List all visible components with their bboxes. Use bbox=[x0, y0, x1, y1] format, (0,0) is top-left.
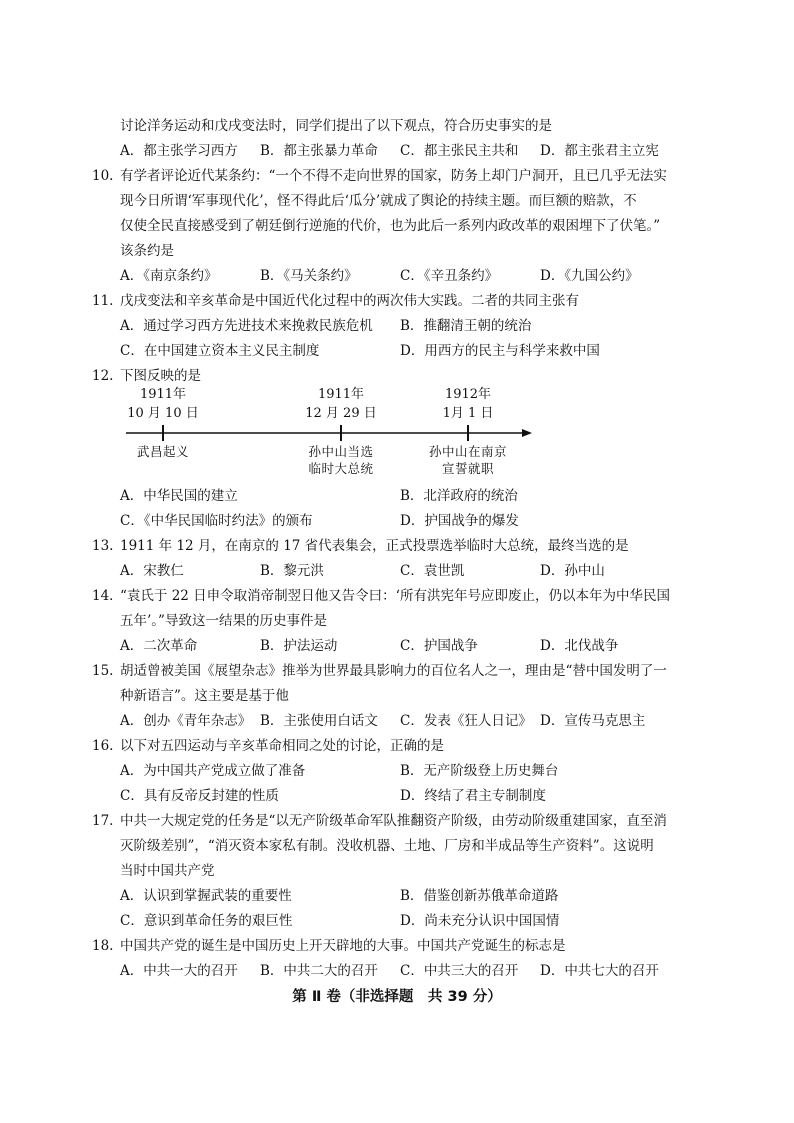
q11-option-b: B．推翻清王朝的统治 bbox=[400, 318, 532, 334]
question-13-stem: 1911 年 12 月，在南京的 17 省代表集会，正式投票选举临时大总统，最终当选的是 bbox=[120, 538, 629, 554]
q10-option-b: B．《马关条约》 bbox=[260, 268, 358, 284]
q12-option-b: B．北洋政府的统治 bbox=[400, 488, 518, 504]
q15-option-a: A．创办《青年杂志》 bbox=[120, 713, 252, 729]
timeline-date-3: 1月 1 日 bbox=[442, 406, 494, 421]
q12-option-a: A．中华民国的建立 bbox=[120, 488, 238, 504]
timeline-arrow bbox=[522, 429, 532, 437]
q11-option-a: A．通过学习西方先进技术来挽救民族危机 bbox=[120, 318, 373, 334]
question-16-number: 16. bbox=[92, 738, 114, 754]
q17-option-b: B．借鉴创新苏俄革命道路 bbox=[400, 888, 559, 904]
timeline-event-3: 孙中山在南京 bbox=[428, 444, 507, 459]
question-12-number: 12. bbox=[92, 368, 114, 384]
q18-option-c: C．中共三大的召开 bbox=[400, 963, 519, 979]
q18-option-a: A．中共一大的召开 bbox=[120, 963, 238, 979]
q12-option-d: D．护国战争的爆发 bbox=[400, 513, 519, 529]
q13-option-d: D．孙中山 bbox=[540, 563, 605, 579]
question-14-number: 14． bbox=[92, 588, 123, 604]
timeline-event-1: 武昌起义 bbox=[136, 444, 189, 459]
question-15-number: 15. bbox=[92, 663, 114, 679]
timeline-year-2: 1911年 bbox=[317, 387, 365, 402]
question-10-line: 有学者评论近代某条约：“一个不得不走向世界的国家，防务上却门户洞开，且已几乎无法实 bbox=[120, 168, 667, 184]
q16-option-c: C．具有反帝反封建的性质 bbox=[120, 788, 279, 804]
q17-option-c: C．意识到革命任务的艰巨性 bbox=[120, 913, 293, 929]
question-17-line: 灭阶级差别”，“消灭资本家私有制。没收机器、土地、厂房和半成品等生产资料”。这说明 bbox=[120, 838, 654, 854]
question-15-line: 种新语言”。这主要是基于他 bbox=[120, 688, 289, 704]
timeline-event-3: 宣誓就职 bbox=[441, 461, 494, 476]
question-10-line: 仅使全民直接感受到了朝廷倒行逆施的代价，也为此后一系列内政改革的艰困埋下了伏笔。” bbox=[120, 218, 661, 234]
timeline-date-1: 10 月 10 日 bbox=[127, 406, 199, 421]
question-11-stem: 戊戌变法和辛亥革命是中国近代化过程中的两次伟大实践。二者的共同主张有 bbox=[120, 293, 579, 309]
question-17-line: 当时中国共产党 bbox=[120, 863, 215, 879]
question-11-number: 11. bbox=[92, 293, 114, 309]
q14-option-c: C．护国战争 bbox=[400, 638, 478, 654]
q17-option-d: D．尚未充分认识中国国情 bbox=[400, 913, 560, 929]
timeline-year-3: 1912年 bbox=[444, 387, 492, 402]
q14-option-b: B．护法运动 bbox=[260, 638, 338, 654]
question-9-stem: 讨论洋务运动和戊戌变法时，同学们提出了以下观点，符合历史事实的是 bbox=[120, 118, 552, 134]
q15-option-d: D．宣传马克思主 bbox=[540, 713, 646, 729]
q16-option-b: B．无产阶级登上历史舞台 bbox=[400, 763, 559, 779]
q18-option-d: D．中共七大的召开 bbox=[540, 963, 659, 979]
q9-option-c: C．都主张民主共和 bbox=[400, 143, 519, 159]
q12-option-c: C．《中华民国临时约法》的颁布 bbox=[120, 513, 313, 529]
q10-option-d: D．《九国公约》 bbox=[540, 268, 639, 284]
q13-option-c: C．袁世凯 bbox=[400, 563, 465, 579]
q11-option-c: C．在中国建立资本主义民主制度 bbox=[120, 343, 320, 359]
timeline-year-1: 1911年 bbox=[139, 387, 187, 402]
timeline-event-2: 临时大总统 bbox=[308, 461, 374, 476]
q15-option-c: C．发表《狂人日记》 bbox=[400, 713, 532, 729]
question-17-line: 中共一大规定党的任务是“以无产阶级革命军队推翻资产阶级，由劳动阶级重建国家，直至消 bbox=[120, 813, 667, 829]
q9-option-b: B．都主张暴力革命 bbox=[260, 143, 378, 159]
q18-option-b: B．中共二大的召开 bbox=[260, 963, 378, 979]
question-14-line: “袁氏于 22 日申令取消帝制翌日他又告令曰：‘所有洪宪年号应即废止，仍以本年为中华民国 bbox=[120, 588, 670, 604]
q13-option-b: B．黎元洪 bbox=[260, 563, 324, 579]
question-15-line: 胡适曾被美国《展望杂志》推举为世界最具影响力的百位名人之一，理由是“替中国发明了一 bbox=[120, 663, 667, 679]
question-16-stem: 以下对五四运动与辛亥革命相同之处的讨论，正确的是 bbox=[120, 738, 444, 754]
q11-option-d: D．用西方的民主与科学来救中国 bbox=[400, 343, 600, 359]
question-14-line: 五年’。”导致这一结果的历史事件是 bbox=[120, 613, 327, 629]
q10-option-c: C．《辛丑条约》 bbox=[400, 268, 499, 284]
q9-option-a: A．都主张学习西方 bbox=[120, 143, 238, 159]
q9-option-d: D．都主张君主立宪 bbox=[540, 143, 659, 159]
question-18-number: 18. bbox=[92, 938, 114, 954]
q15-option-b: B．主张使用白话文 bbox=[260, 713, 378, 729]
question-13-number: 13. bbox=[92, 538, 114, 554]
q14-option-d: D．北伐战争 bbox=[540, 638, 619, 654]
q16-option-d: D．终结了君主专制制度 bbox=[400, 788, 546, 804]
q16-option-a: A．为中国共产党成立做了准备 bbox=[120, 763, 306, 779]
q10-option-a: A．《南京条约》 bbox=[120, 268, 218, 284]
q14-option-a: A．二次革命 bbox=[120, 638, 198, 654]
q17-option-a: A．认识到掌握武装的重要性 bbox=[120, 888, 292, 904]
question-12-stem: 下图反映的是 bbox=[120, 368, 201, 384]
timeline-event-2: 孙中山当选 bbox=[308, 444, 374, 459]
timeline-date-2: 12 月 29 日 bbox=[305, 406, 377, 421]
question-10-line: 现今日所谓‘军事现代化’，怪不得此后‘瓜分’就成了舆论的持续主题。而巨额的赔款，不 bbox=[120, 193, 637, 209]
question-17-number: 17. bbox=[92, 813, 114, 829]
question-18-stem: 中国共产党的诞生是中国历史上开天辟地的大事。中国共产党诞生的标志是 bbox=[120, 938, 566, 954]
question-10-line: 该条约是 bbox=[120, 243, 174, 259]
q13-option-a: A．宋教仁 bbox=[120, 563, 184, 579]
section-title: 第 Ⅱ 卷（非选择题 共 39 分） bbox=[292, 989, 502, 1005]
question-10-number: 10. bbox=[92, 168, 114, 184]
